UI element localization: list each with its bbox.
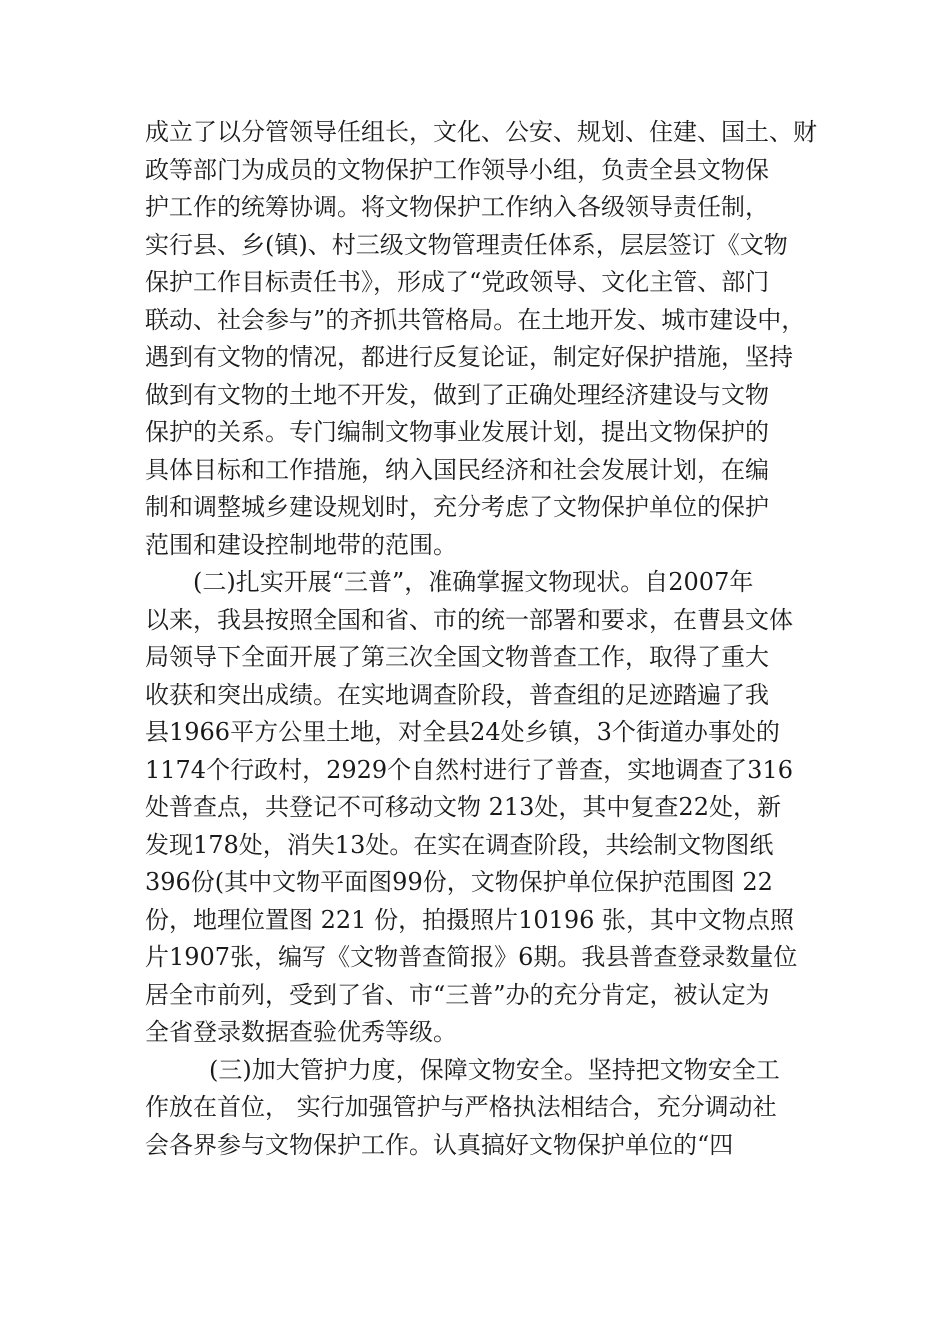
text-line: 联动、社会参与”的齐抓共管格局。在土地开发、城市建设中，	[145, 305, 806, 334]
text-line: 政等部门为成员的文物保护工作领导小组，负责全县文物保	[145, 155, 769, 184]
paragraph-2	[145, 564, 810, 1052]
text-line: 处普查点，共登记不可移动文物 213处，其中复查22处，新	[145, 793, 781, 821]
paragraph-3	[145, 1052, 810, 1165]
text-line: 1174个行政村，2929个自然村进行了普查，实地调查了316	[145, 755, 793, 784]
text-line: 以来，我县按照全国和省、市的统一部署和要求，在曹县文体	[145, 605, 793, 634]
text-line: 具体目标和工作措施，纳入国民经济和社会发展计划，在编	[145, 455, 769, 484]
text-line: 会各界参与文物保护工作。认真搞好文物保护单位的“四	[145, 1130, 734, 1159]
text-line: 局领导下全面开展了第三次全国文物普查工作，取得了重大	[145, 643, 769, 671]
text-line: 作放在首位， 实行加强管护与严格执法相结合，充分调动社	[145, 1093, 777, 1121]
text-line: 保护的关系。专门编制文物事业发展计划，提出文物保护的	[145, 418, 769, 446]
text-line: 实行县、乡(镇)、村三级文物管理责任体系，层层签订《文物	[145, 230, 788, 259]
text-line: 成立了以分管领导任组长，文化、公安、规划、住建、国土、财	[145, 118, 817, 146]
text-line: 份，地理位置图 221 份，拍摄照片10196 张，其中文物点照	[145, 905, 795, 934]
text-line: 发现178处，消失13处。在实在调查阶段，共绘制文物图纸	[145, 830, 774, 859]
body-text	[145, 114, 817, 1164]
paragraph-1	[145, 114, 817, 564]
text-line: 遇到有文物的情况，都进行反复论证，制定好保护措施，坚持	[145, 343, 793, 371]
text-line: (三)加大管护力度，保障文物安全。坚持把文物安全工	[209, 1055, 780, 1084]
text-line: 保护工作目标责任书》，形成了“党政领导、文化主管、部门	[145, 268, 770, 296]
text-line: 制和调整城乡建设规划时，充分考虑了文物保护单位的保护	[145, 493, 769, 521]
text-line: 收获和突出成绩。在实地调查阶段，普查组的足迹踏遍了我	[145, 680, 769, 709]
text-line: 396份(其中文物平面图99份，文物保护单位保护范围图 22	[145, 868, 773, 896]
text-line: 做到有文物的土地不开发，做到了正确处理经济建设与文物	[145, 380, 769, 409]
text-line: 居全市前列，受到了省、市“三普”办的充分肯定，被认定为	[145, 980, 770, 1009]
text-line: (二)扎实开展“三普”，准确掌握文物现状。自2007年	[193, 568, 754, 596]
text-line: 护工作的统筹协调。将文物保护工作纳入各级领导责任制，	[145, 193, 769, 221]
text-line: 县1966平方公里土地，对全县24处乡镇，3个街道办事处的	[145, 718, 780, 746]
text-line: 范围和建设控制地带的范围。	[145, 530, 457, 559]
text-line: 全省登录数据查验优秀等级。	[145, 1018, 457, 1046]
text-line: 片1907张，编写《文物普查简报》6期。我县普查登录数量位	[145, 943, 798, 971]
